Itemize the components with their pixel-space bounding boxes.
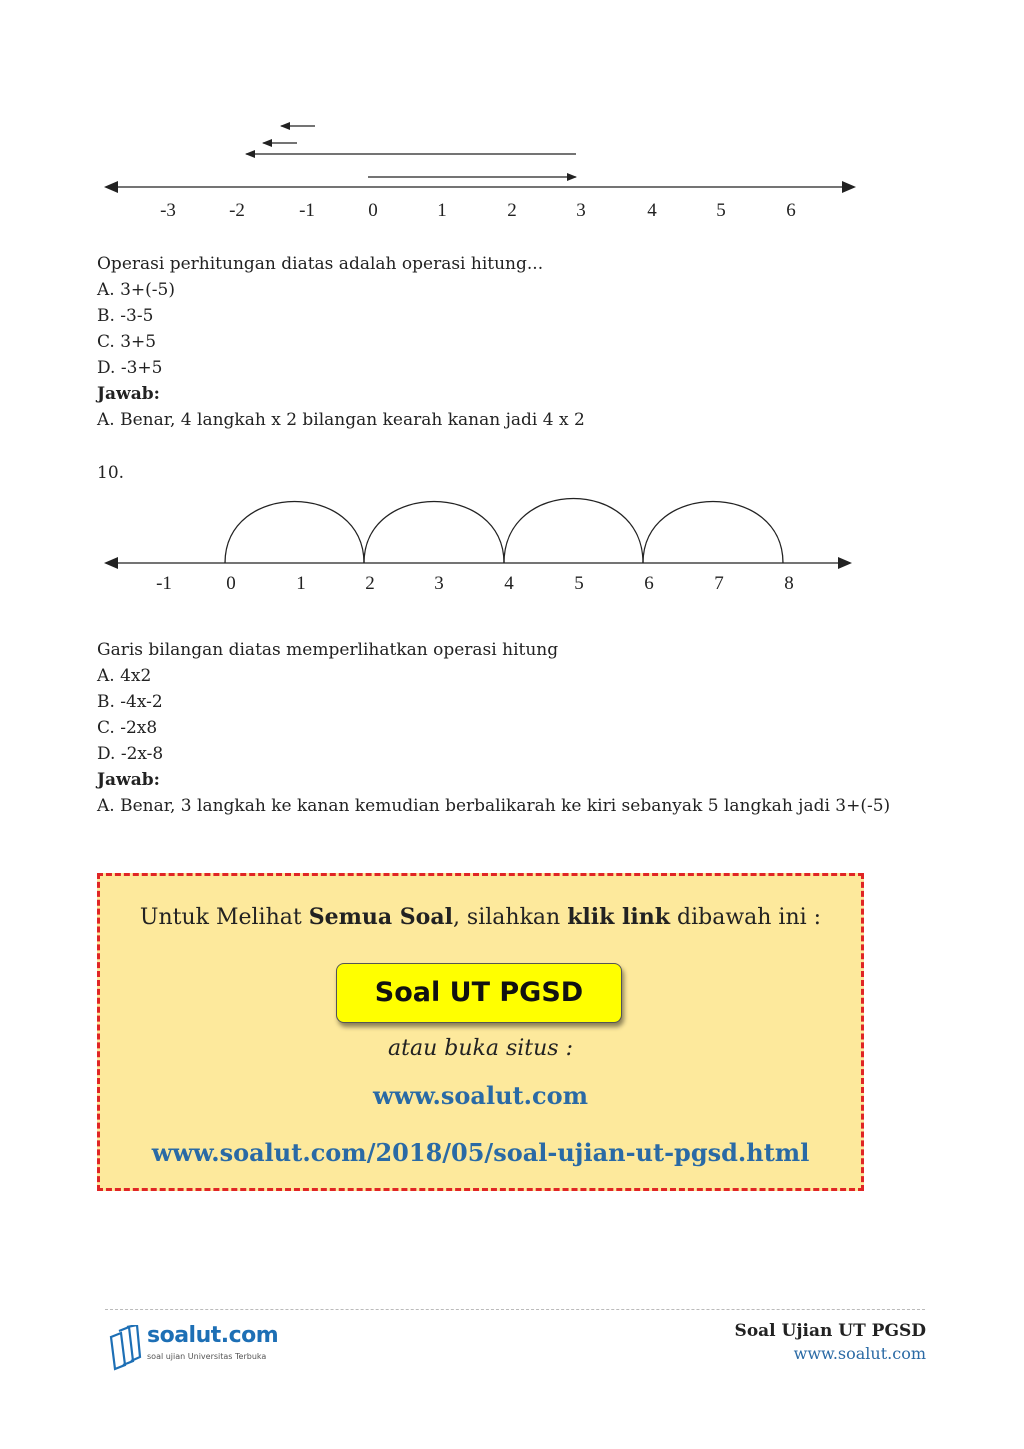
footer-divider [105, 1309, 925, 1310]
promo-alt-text: atau buka situs : [388, 1036, 573, 1061]
tick-label: 4 [647, 200, 657, 221]
tick-label: -2 [229, 200, 245, 221]
axis-left-arrowhead [104, 181, 118, 193]
tick-label: 6 [786, 200, 796, 221]
tick-label: -3 [160, 200, 176, 221]
answer-label: Jawab: [97, 770, 160, 790]
tick-label: 2 [365, 573, 375, 594]
option-a: A. 3+(-5) [97, 280, 175, 300]
promo-intro-text: Untuk Melihat [139, 905, 309, 930]
option-d: D. -3+5 [97, 358, 163, 378]
option-c: C. -2x8 [97, 718, 158, 738]
logo-tagline: soal ujian Universitas Terbuka [147, 1352, 267, 1361]
hop-arc-6-to-8 [643, 502, 783, 564]
footer-title: Soal Ujian UT PGSD [734, 1321, 926, 1341]
tick-label: 7 [714, 573, 724, 594]
tick-label: 5 [574, 573, 584, 594]
promo-intro-bold: Semua Soal [308, 904, 453, 930]
tick-label: 0 [226, 573, 236, 594]
article-link[interactable]: www.soalut.com/2018/05/soal-ujian-ut-pgsd.html [151, 1138, 810, 1167]
promo-intro-bold: klik link [567, 904, 671, 930]
footer-site-link[interactable]: www.soalut.com [793, 1344, 926, 1363]
promo-intro-text: , silahkan [452, 905, 568, 930]
number-line-diagram-2 [0, 485, 1024, 600]
tick-label: 6 [644, 573, 654, 594]
option-d: D. -2x-8 [97, 744, 164, 764]
option-a: A. 4x2 [97, 666, 152, 686]
tick-label: 3 [576, 200, 586, 221]
hop-arc-4-to-6 [504, 499, 643, 564]
promo-intro-text: dibawah ini : [670, 905, 822, 930]
tick-label: 1 [437, 200, 447, 221]
tick-label: 0 [368, 200, 378, 221]
soalut-logo [107, 1325, 287, 1373]
book-stack-icon [107, 1325, 147, 1371]
option-c: C. 3+5 [97, 332, 157, 352]
question-number: 10. [97, 463, 125, 483]
answer-text: A. Benar, 4 langkah x 2 bilangan kearah kanan jadi 4 x 2 [97, 410, 585, 430]
tick-label: -1 [156, 573, 172, 594]
hop-arc-2-to-4 [364, 502, 504, 564]
option-b: B. -3-5 [97, 306, 154, 326]
axis-left-arrowhead [104, 557, 118, 569]
promo-intro [100, 904, 861, 930]
number-line-diagram-1 [0, 110, 1024, 225]
site-link[interactable]: www.soalut.com [372, 1081, 588, 1110]
question-text: Operasi perhitungan diatas adalah operasi hitung... [97, 254, 544, 274]
axis-right-arrowhead [842, 181, 856, 193]
axis-right-arrowhead [838, 557, 852, 569]
answer-label: Jawab: [97, 384, 160, 404]
tick-label: -1 [299, 200, 315, 221]
tick-label: 4 [504, 573, 514, 594]
soal-ut-pgsd-button[interactable]: Soal UT PGSD [336, 963, 622, 1023]
hop-arc-0-to-2 [225, 502, 364, 564]
tick-label: 1 [296, 573, 306, 594]
option-b: B. -4x-2 [97, 692, 163, 712]
tick-label: 5 [716, 200, 726, 221]
answer-text: A. Benar, 3 langkah ke kanan kemudian berbalikarah ke kiri sebanyak 5 langkah jadi 3+(-5) [97, 796, 891, 816]
logo-wordmark: soalut.com [147, 1323, 279, 1348]
promo-box [97, 873, 864, 1191]
tick-label: 2 [507, 200, 517, 221]
tick-label: 3 [434, 573, 444, 594]
tick-label: 8 [784, 573, 794, 594]
question-text: Garis bilangan diatas memperlihatkan operasi hitung [97, 640, 559, 660]
